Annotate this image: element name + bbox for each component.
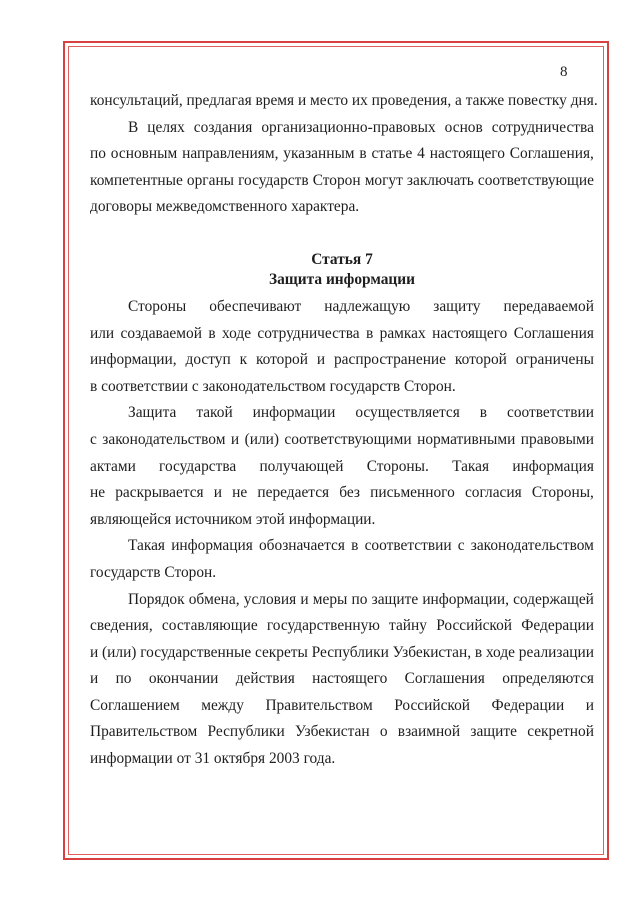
word: раскрывается: [115, 484, 204, 502]
word: и: [213, 484, 223, 502]
text-line: [90, 666, 594, 693]
word: обеспечивают: [209, 297, 302, 315]
word: которой: [454, 351, 507, 369]
word: организационно-правовых: [261, 118, 436, 136]
word: Стороны: [128, 297, 187, 315]
text-line: [90, 294, 594, 321]
word: обмена,: [188, 590, 240, 608]
text-line: [90, 587, 594, 614]
word: передаваемой: [503, 297, 594, 315]
text-line: информации от 31 октября 2003 года.: [90, 750, 336, 768]
word: в: [351, 537, 359, 555]
word: компетентные: [90, 171, 183, 189]
paragraph: [90, 533, 594, 586]
word: в: [479, 404, 488, 422]
word: Стороны,: [531, 484, 594, 502]
text-line: [90, 321, 594, 348]
word: настоящего: [429, 145, 505, 163]
word: осуществляется: [355, 404, 460, 422]
word: определяются: [502, 670, 594, 688]
word: целях: [147, 118, 185, 136]
word: настоящего: [432, 324, 508, 342]
word: письменного: [370, 484, 455, 502]
word: соответствующие: [477, 171, 594, 189]
word: статье: [371, 145, 413, 163]
word: Такая: [452, 457, 490, 475]
word: защите: [371, 590, 419, 608]
word: защите: [470, 723, 517, 741]
text-line: консультаций, предлагая время и место их проведения, а также повестку дня.: [90, 92, 598, 109]
paragraph: [90, 294, 594, 400]
word: законодательством: [470, 537, 594, 555]
word: с: [90, 430, 97, 448]
word: по: [115, 670, 132, 688]
word: основным: [110, 145, 178, 163]
word: такой: [196, 404, 233, 422]
word: обозначается: [258, 537, 345, 555]
word: и: [585, 696, 594, 714]
word: актами: [90, 457, 136, 475]
word: информация: [171, 537, 253, 555]
article-number: Статья 7: [311, 250, 373, 268]
text-line: [90, 115, 594, 142]
word: государственную: [266, 617, 380, 635]
word: государства: [159, 457, 237, 475]
word: и: [90, 670, 99, 688]
word: указанным: [283, 145, 355, 163]
word: правовыми: [520, 430, 594, 448]
word: реализации: [518, 643, 594, 661]
word: соответствии: [364, 537, 452, 555]
word: и: [300, 590, 309, 608]
word: и: [230, 430, 240, 448]
text-line: [90, 640, 594, 667]
word: направлениям,: [182, 145, 279, 163]
text-line: [90, 141, 594, 168]
word: создания: [193, 118, 253, 136]
word: соответствующими: [284, 430, 412, 448]
article-heading: [90, 250, 594, 290]
word: сотрудничества: [491, 118, 594, 136]
word: с: [457, 537, 465, 555]
paragraph: [90, 88, 598, 115]
word: без: [339, 484, 360, 502]
paragraph: [90, 587, 594, 773]
page-number: 8: [560, 64, 568, 80]
word: которой: [255, 351, 308, 369]
word: между: [201, 696, 244, 714]
text-line: государств Сторон.: [90, 563, 217, 581]
word: согласия: [464, 484, 522, 502]
word: передается: [257, 484, 330, 502]
text-line: [90, 719, 594, 746]
word: нормативными: [417, 430, 516, 448]
word: Сторон: [312, 171, 361, 189]
word: в: [474, 643, 483, 661]
word: Стороны.: [366, 457, 429, 475]
text-line: [90, 347, 594, 374]
word: в: [365, 324, 374, 342]
word: Соглашением: [90, 696, 180, 714]
article-body: [90, 294, 594, 773]
word: государственные: [140, 643, 252, 661]
word: основ: [444, 118, 483, 136]
article-title: Защита информации: [268, 270, 416, 288]
word: Правительством: [90, 723, 198, 741]
word: Федерации: [491, 696, 565, 714]
word: сотрудничества: [257, 324, 360, 342]
word: Республики: [207, 723, 285, 741]
word: секретной: [527, 723, 594, 741]
word: информации,: [90, 351, 177, 369]
word: 4: [417, 145, 425, 163]
intro-section: [90, 88, 598, 221]
word: по: [351, 590, 368, 608]
word: действия: [235, 670, 295, 688]
word: или: [90, 324, 115, 342]
word: государств: [238, 171, 309, 189]
word: органы: [186, 171, 235, 189]
word: Российской: [394, 696, 471, 714]
word: в: [359, 145, 367, 163]
word: защиту: [433, 297, 481, 315]
word: Такая: [128, 537, 166, 555]
text-line: в соответствии с законодательством государств Сторон.: [90, 377, 456, 395]
word: составляющие: [161, 617, 258, 635]
word: секреты: [254, 643, 308, 661]
word: и: [90, 643, 99, 661]
word: Защита: [128, 404, 177, 422]
text-line: [90, 454, 594, 481]
word: по: [90, 145, 106, 163]
word: Узбекистан: [294, 723, 370, 741]
word: меры: [312, 590, 348, 608]
document-text: [90, 88, 598, 773]
word: соответствии: [507, 404, 594, 422]
word: не: [232, 484, 248, 502]
text-line: являющейся источником этой информации.: [90, 510, 376, 528]
word: (или): [102, 643, 137, 661]
word: информация: [512, 457, 594, 475]
word: могут: [364, 171, 403, 189]
word: настоящего: [312, 670, 388, 688]
word: содержащей: [513, 590, 594, 608]
word: В: [128, 118, 139, 136]
word: информации: [252, 404, 336, 422]
word: ходе: [222, 324, 252, 342]
word: рамках: [379, 324, 426, 342]
word: взаимной: [397, 723, 461, 741]
word: Соглашения: [513, 324, 594, 342]
word: информации,: [422, 590, 509, 608]
word: Соглашения: [404, 670, 485, 688]
text-line: [90, 533, 594, 560]
word: Соглашения,: [509, 145, 594, 163]
word: и: [316, 351, 326, 369]
word: (или): [244, 430, 279, 448]
word: создаваемой: [120, 324, 202, 342]
text-line: [90, 613, 594, 640]
word: Узбекистан,: [392, 643, 472, 661]
word: заключать: [406, 171, 474, 189]
word: распространение: [333, 351, 446, 369]
word: надлежащую: [324, 297, 411, 315]
text-line: [90, 480, 594, 507]
word: законодательством: [102, 430, 226, 448]
word: Правительством: [265, 696, 373, 714]
word: сведения,: [90, 617, 153, 635]
word: доступ: [185, 351, 231, 369]
word: о: [379, 723, 388, 741]
text-line: [90, 168, 594, 195]
word: условия: [243, 590, 297, 608]
word: Республики: [311, 643, 389, 661]
word: в: [208, 324, 216, 342]
paragraph: [90, 115, 594, 221]
word: ходе: [485, 643, 515, 661]
word: окончании: [148, 670, 219, 688]
word: тайну: [389, 617, 427, 635]
text-line: [90, 427, 594, 454]
word: ограничены: [515, 351, 594, 369]
text-line: договоры межведомственного характера.: [90, 198, 360, 216]
word: не: [90, 484, 106, 502]
word: Федерации: [521, 617, 594, 635]
text-line: [90, 693, 594, 720]
word: Порядок: [128, 590, 185, 608]
word: получающей: [259, 457, 344, 475]
paragraph: [90, 400, 594, 533]
word: Российской: [436, 617, 513, 635]
text-line: [90, 400, 594, 427]
word: к: [239, 351, 248, 369]
